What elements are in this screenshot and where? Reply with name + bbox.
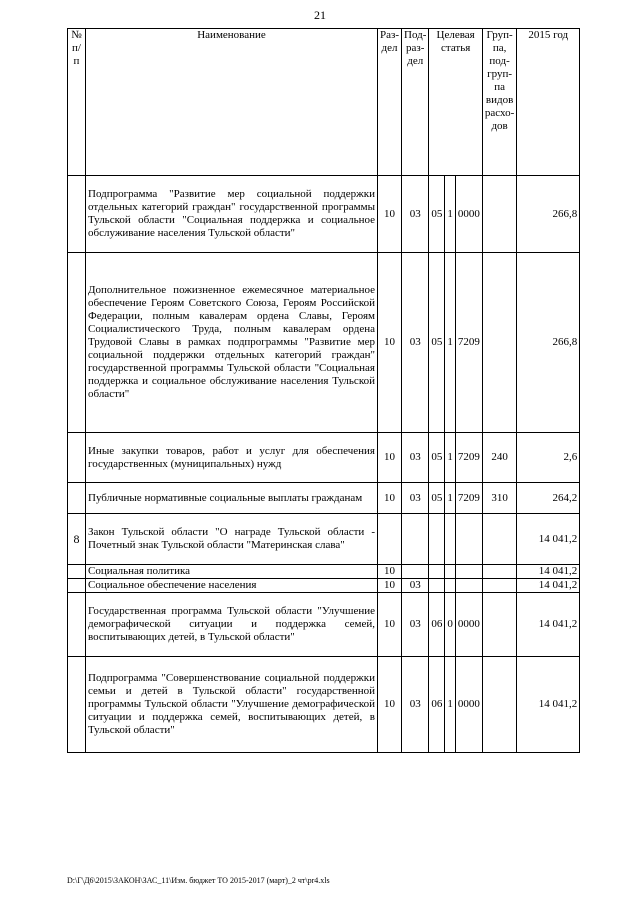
row-target-3: 7209 bbox=[455, 483, 482, 514]
row-num bbox=[68, 253, 86, 433]
row-target-3: 7209 bbox=[455, 253, 482, 433]
row-name: Социальная политика bbox=[86, 565, 378, 579]
table-row bbox=[68, 565, 580, 579]
row-target-2: 1 bbox=[445, 433, 456, 483]
row-num bbox=[68, 579, 86, 593]
row-podrazdel bbox=[402, 514, 429, 565]
row-podrazdel: 03 bbox=[402, 579, 429, 593]
row-target-3 bbox=[455, 579, 482, 593]
row-target-1: 05 bbox=[429, 433, 445, 483]
row-gruppa bbox=[482, 593, 516, 657]
row-target-1: 05 bbox=[429, 253, 445, 433]
table-row bbox=[68, 593, 580, 657]
row-razdel: 10 bbox=[378, 593, 402, 657]
row-name: Государственная программа Тульской области "Улучшение демографической ситуации и поддержка семей, воспитывающих детей, в Тульской области" bbox=[86, 593, 378, 657]
row-target-2: 1 bbox=[445, 483, 456, 514]
header-celevaya: Целевая статья bbox=[429, 29, 483, 176]
table-row bbox=[68, 253, 580, 433]
row-razdel: 10 bbox=[378, 433, 402, 483]
row-target-2 bbox=[445, 565, 456, 579]
file-path-footer: D:\Г\Д6\2015\ЗАКОН\ЗАС_11\Изм. бюджет ТО 2015-2017 (март)_2 чт\pr4.xls bbox=[67, 876, 330, 885]
row-sum: 14 041,2 bbox=[517, 565, 580, 579]
row-target-3 bbox=[455, 565, 482, 579]
row-gruppa bbox=[482, 176, 516, 253]
table-row bbox=[68, 579, 580, 593]
table-row bbox=[68, 176, 580, 253]
row-sum: 264,2 bbox=[517, 483, 580, 514]
row-razdel: 10 bbox=[378, 483, 402, 514]
row-gruppa bbox=[482, 579, 516, 593]
row-razdel: 10 bbox=[378, 657, 402, 753]
row-podrazdel: 03 bbox=[402, 176, 429, 253]
row-name: Закон Тульской области "О награде Тульской области - Почетный знак Тульской области "Материнская слава" bbox=[86, 514, 378, 565]
header-razdel: Раз-дел bbox=[378, 29, 402, 176]
row-name: Публичные нормативные социальные выплаты гражданам bbox=[86, 483, 378, 514]
header-name: Наименование bbox=[86, 29, 378, 176]
header-year: 2015 год bbox=[517, 29, 580, 176]
row-podrazdel: 03 bbox=[402, 657, 429, 753]
row-num bbox=[68, 565, 86, 579]
row-target-3: 0000 bbox=[455, 176, 482, 253]
row-num: 8 bbox=[68, 514, 86, 565]
row-target-3: 0000 bbox=[455, 657, 482, 753]
row-name: Иные закупки товаров, работ и услуг для обеспечения государственных (муниципальных) нужд bbox=[86, 433, 378, 483]
row-name: Дополнительное пожизненное ежемесячное материальное обеспечение Героям Советского Союза, Героям Российской Федерации, полным кавалерам ордена Славы, Героям Социалистического Труда, полным кавалерам ордена Трудовой Славы в рамках подпрограммы "Развитие мер социальной поддержки отдельных категорий граждан" государственной программы Тульской области "Социальная поддержка и социальное обслуживание населения Тульской области" bbox=[86, 253, 378, 433]
row-podrazdel: 03 bbox=[402, 253, 429, 433]
row-razdel: 10 bbox=[378, 565, 402, 579]
row-sum: 14 041,2 bbox=[517, 514, 580, 565]
row-razdel: 10 bbox=[378, 253, 402, 433]
header-gruppa: Груп-па, под-груп-па видов расхо-дов bbox=[482, 29, 516, 176]
row-podrazdel bbox=[402, 565, 429, 579]
row-target-2: 0 bbox=[445, 593, 456, 657]
table-row bbox=[68, 483, 580, 514]
budget-table bbox=[67, 28, 580, 753]
row-razdel: 10 bbox=[378, 579, 402, 593]
row-target-1 bbox=[429, 579, 445, 593]
row-target-1 bbox=[429, 565, 445, 579]
row-gruppa bbox=[482, 657, 516, 753]
row-name: Подпрограмма "Развитие мер социальной поддержки отдельных категорий граждан" государственной программы Тульской области "Социальная поддержка и социальное обслуживание населения Тульской области" bbox=[86, 176, 378, 253]
row-sum: 14 041,2 bbox=[517, 579, 580, 593]
header-num: № п/п bbox=[68, 29, 86, 176]
header-podrazdel: Под-раз-дел bbox=[402, 29, 429, 176]
row-gruppa: 240 bbox=[482, 433, 516, 483]
row-gruppa: 310 bbox=[482, 483, 516, 514]
row-name: Социальное обеспечение населения bbox=[86, 579, 378, 593]
row-razdel bbox=[378, 514, 402, 565]
row-sum: 266,8 bbox=[517, 176, 580, 253]
row-target-2: 1 bbox=[445, 657, 456, 753]
row-target-1 bbox=[429, 514, 445, 565]
page-number: 21 bbox=[314, 8, 326, 22]
table-row bbox=[68, 433, 580, 483]
row-num bbox=[68, 657, 86, 753]
row-gruppa bbox=[482, 514, 516, 565]
table-row bbox=[68, 514, 580, 565]
row-target-1: 05 bbox=[429, 483, 445, 514]
row-num bbox=[68, 433, 86, 483]
row-target-2: 1 bbox=[445, 253, 456, 433]
row-razdel: 10 bbox=[378, 176, 402, 253]
row-target-3: 0000 bbox=[455, 593, 482, 657]
row-gruppa bbox=[482, 253, 516, 433]
row-num bbox=[68, 483, 86, 514]
row-target-2 bbox=[445, 514, 456, 565]
row-num bbox=[68, 593, 86, 657]
row-podrazdel: 03 bbox=[402, 433, 429, 483]
row-target-1: 06 bbox=[429, 593, 445, 657]
row-name: Подпрограмма "Совершенствование социальной поддержки семьи и детей в Тульской области" государственной программы Тульской области "Улучшение демографической ситуации и поддержка семей, воспитывающих детей, в Тульской области" bbox=[86, 657, 378, 753]
row-num bbox=[68, 176, 86, 253]
row-target-2: 1 bbox=[445, 176, 456, 253]
row-target-3 bbox=[455, 514, 482, 565]
row-target-1: 06 bbox=[429, 657, 445, 753]
row-podrazdel: 03 bbox=[402, 593, 429, 657]
row-sum: 14 041,2 bbox=[517, 593, 580, 657]
row-sum: 2,6 bbox=[517, 433, 580, 483]
table-header-row bbox=[68, 29, 580, 176]
row-gruppa bbox=[482, 565, 516, 579]
row-sum: 266,8 bbox=[517, 253, 580, 433]
row-target-1: 05 bbox=[429, 176, 445, 253]
table-row bbox=[68, 657, 580, 753]
row-podrazdel: 03 bbox=[402, 483, 429, 514]
row-target-2 bbox=[445, 579, 456, 593]
row-target-3: 7209 bbox=[455, 433, 482, 483]
row-sum: 14 041,2 bbox=[517, 657, 580, 753]
